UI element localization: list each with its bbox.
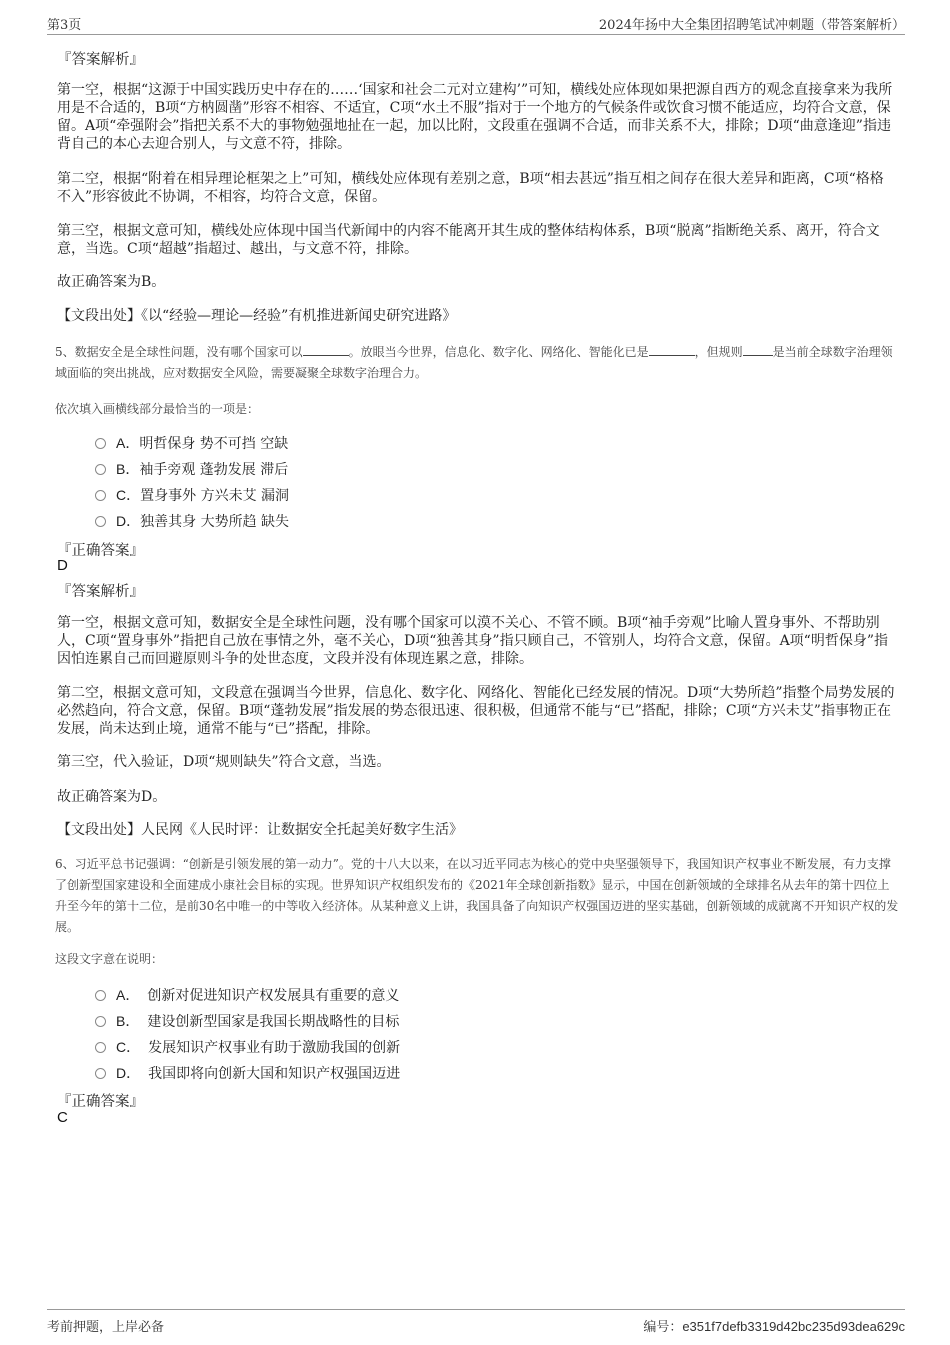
q4-conclusion: 故正确答案为B。 [57, 274, 166, 290]
footer-code-label: 编号： [643, 1320, 683, 1335]
q5-blank-1 [303, 344, 349, 356]
q5-blank-2 [649, 344, 695, 356]
radio-icon[interactable] [95, 438, 106, 449]
page-number: 第3页 [47, 18, 82, 33]
q4-analysis-p2: 第二空，根据“附着在相异理论框架之上”可知，横线处应体现有差别之意，B项“相去甚远”指互相之间存在很大差异和距离，C项“格格不入”形容彼此不协调，不相容，均符合文意，保留。 [57, 171, 884, 205]
q5-option-b[interactable]: B．袖手旁观 蓬勃发展 滞后 [95, 459, 288, 479]
q5-analysis-p1: 第一空，根据文意可知，数据安全是全球性问题，没有哪个国家可以漠不关心、不管不顾。B项“袖手旁观”比喻人置身事外、不帮助别人，C项“置身事外”指把自己放在事情之外，毫不关心，D项“独善其身”指只顾自己，不管别人，均符合文意，保留。A项“明哲保身”指因怕连累自己而回避原则斗争的处世态度，文段并没有体现连累之意，排除。 [57, 615, 888, 667]
q4-source: 【文段出处】《以“经验—理论—经验”有机推进新闻史研究进路》 [57, 308, 457, 324]
q5-stem-part3: ，但规则 [694, 345, 743, 359]
footer-slogan: 考前押题，上岸必备 [47, 1320, 165, 1335]
footer-code-value: e351f7defb3319d42bc235d93dea629c [682, 1319, 905, 1334]
q6-correct-answer: C [57, 1109, 68, 1126]
q6-correct-label: 『正确答案』 [57, 1094, 144, 1110]
q5-correct-label: 『正确答案』 [57, 543, 144, 559]
q6-option-d[interactable]: D． 我国即将向创新大国和知识产权强国迈进 [95, 1063, 400, 1083]
q5-prompt: 依次填入画横线部分最恰当的一项是： [55, 402, 260, 416]
q6-option-a[interactable]: A． 创新对促进知识产权发展具有重要的意义 [95, 985, 399, 1005]
q5-blank-3 [743, 344, 773, 356]
q6-stem: 6、习近平总书记强调：“创新是引领发展的第一动力”。党的十八大以来，在以习近平同志为核心的党中央坚强领导下，我国知识产权事业不断发展，有力支撑了创新型国家建设和全面建成小康社会目标的实现。世界知识产权组织发布的《2021年全球创新指数》显示，中国在创新领域的全球排名从去年的第十四位上升至今年的第十二位，是前30名中唯一的中等收入经济体。从某种意义上讲，我国具备了向知识产权强国迈进的坚实基础，创新领域的成就离不开知识产权的发展。 [55, 857, 899, 934]
radio-icon[interactable] [95, 1068, 106, 1079]
q5-source: 【文段出处】人民网《人民时评：让数据安全托起美好数字生活》 [57, 822, 463, 838]
q5-analysis-p3: 第三空，代入验证，D项“规则缺失”符合文意，当选。 [57, 754, 391, 770]
q4-analysis-p3: 第三空，根据文意可知，横线处应体现中国当代新闻中的内容不能离开其生成的整体结构体系，B项“脱离”指断绝关系、离开，符合文意，当选。C项“超越”指超过、越出，与文意不符，排除。 [57, 223, 880, 257]
q5-correct-answer: D [57, 557, 68, 574]
page-footer [47, 1309, 905, 1334]
q6-prompt: 这段文字意在说明： [55, 952, 164, 966]
q6-option-b[interactable]: B． 建设创新型国家是我国长期战略性的目标 [95, 1011, 399, 1031]
q5-stem-part4: 是当前全球数字治理领域面临的突出挑战，应对数据安全风险，需要凝聚全球数字治理合力。 [55, 345, 893, 380]
q5-option-a[interactable]: A．明哲保身 势不可挡 空缺 [95, 433, 288, 453]
radio-icon[interactable] [95, 990, 106, 1001]
q6-option-c[interactable]: C． 发展知识产权事业有助于激励我国的创新 [95, 1037, 400, 1057]
q5-stem [55, 342, 900, 384]
radio-icon[interactable] [95, 1042, 106, 1053]
q5-option-c[interactable]: C．置身事外 方兴未艾 漏洞 [95, 485, 289, 505]
radio-icon[interactable] [95, 516, 106, 527]
document-title: 2024年扬中大全集团招聘笔试冲刺题（带答案解析） [598, 18, 905, 33]
footer-code [643, 1316, 905, 1335]
page-header [47, 12, 905, 35]
q5-conclusion: 故正确答案为D。 [57, 789, 167, 805]
q5-analysis-p2: 第二空，根据文意可知，文段意在强调当今世界，信息化、数字化、网络化、智能化已经发展的情况。D项“大势所趋”指整个局势发展的必然趋向，符合文意，保留。B项“蓬勃发展”指发展的势态很迅速、很积极，但通常不能与“已”搭配，排除；C项“方兴未艾”指事物正在发展，尚未达到止境，通常不能与“已”搭配，排除。 [57, 685, 895, 737]
radio-icon[interactable] [95, 490, 106, 501]
radio-icon[interactable] [95, 464, 106, 475]
q4-analysis-p1: 第一空，根据“这源于中国实践历史中存在的……‘国家和社会二元对立建构’”可知，横线处应体现如果把源自西方的观念直接拿来为我所用是不合适的，B项“方枘圆凿”形容不相容、不适宜，C项“水土不服”指对于一个地方的气候条件或饮食习惯不能适应，均符合文意，保留。A项“牵强附会”指把关系不大的事物勉强地扯在一起，加以比附，文段重在强调不合适，而非关系不大，排除；D项“曲意逢迎”指违背自己的本心去迎合别人，与文意不符，排除。 [57, 82, 893, 152]
q5-option-d[interactable]: D．独善其身 大势所趋 缺失 [95, 511, 289, 531]
q5-stem-part1: 5、数据安全是全球性问题，没有哪个国家可以 [55, 345, 303, 359]
q5-analysis-label: 『答案解析』 [57, 584, 144, 600]
q4-analysis-label: 『答案解析』 [57, 52, 144, 68]
q5-stem-part2: 。放眼当今世界，信息化、数字化、网络化、智能化已是 [348, 345, 649, 359]
radio-icon[interactable] [95, 1016, 106, 1027]
